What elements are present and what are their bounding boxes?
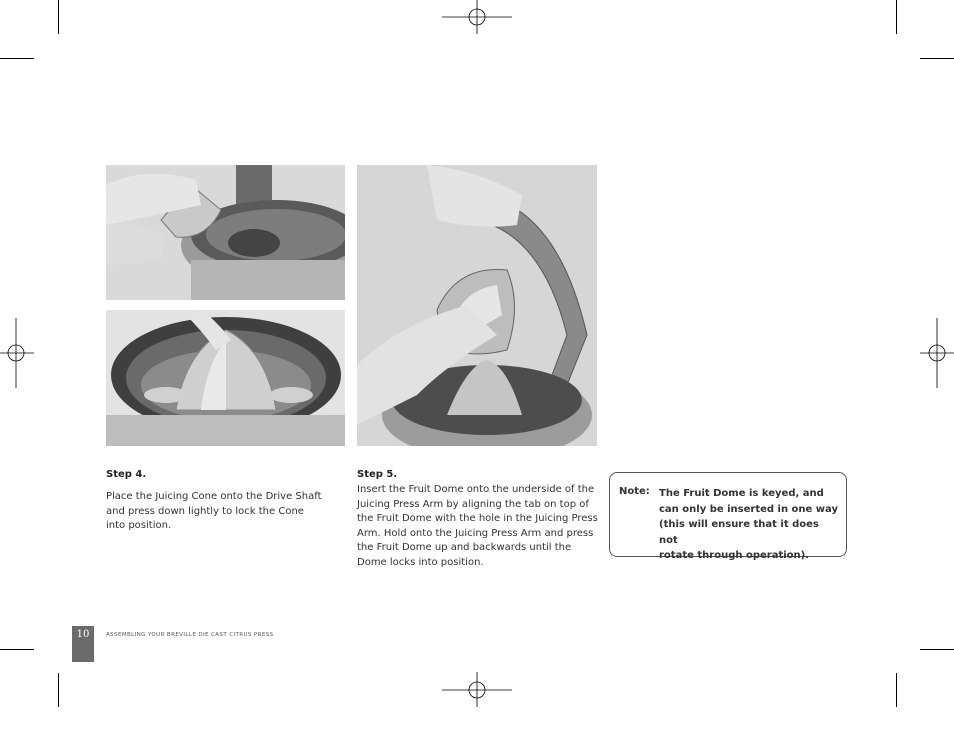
crop-mark (896, 0, 897, 34)
crop-mark (0, 649, 34, 650)
crop-mark (920, 649, 954, 650)
step-5-line: Insert the Fruit Dome onto the underside of the (357, 484, 595, 495)
step-5-line: Dome locks into position. (357, 556, 484, 568)
step-5-body (357, 483, 602, 570)
page-number: 10 (76, 629, 90, 640)
crop-mark (920, 58, 954, 59)
step-5-line: Juicing Press Arm by aligning the tab on top of (357, 498, 589, 510)
registration-mark-bottom (442, 672, 512, 742)
step-5-heading: Step 5. (357, 469, 398, 480)
photo-inserting-fruit-dome (357, 165, 597, 446)
registration-mark-right (904, 318, 954, 388)
note-line: rotate through operation). (659, 550, 810, 561)
step-4-line: and press down lightly to lock the Cone (106, 505, 304, 517)
photo-juicing-cone-closeup (106, 310, 345, 446)
note-text (659, 486, 841, 564)
step-4-line: Place the Juicing Cone onto the Drive Shaft (106, 491, 322, 502)
registration-mark-top (442, 0, 512, 70)
note-line: (this will ensure that it does not (659, 519, 819, 546)
note-label: Note: (619, 486, 650, 497)
step-5-line: Arm. Hold onto the Juicing Press Arm and press (357, 527, 594, 539)
note-line: can only be inserted in one way (659, 503, 839, 515)
crop-mark (896, 673, 897, 707)
step-4-line: into position. (106, 520, 172, 531)
step-4-body (106, 490, 336, 534)
note-box (609, 472, 847, 561)
footer-section-title: ASSEMBLING YOUR BREVILLE DIE CAST CITRUS PRESS (106, 632, 274, 638)
page-number-tab (72, 626, 94, 662)
note-line: The Fruit Dome is keyed, and (659, 488, 824, 499)
crop-mark (58, 673, 59, 707)
photo-placing-juicing-cone (106, 165, 345, 300)
registration-mark-left (0, 318, 70, 388)
step-4-heading: Step 4. (106, 469, 147, 480)
step-5-line: the Fruit Dome with the hole in the Juicing Press (357, 513, 598, 524)
step-5-line: the Fruit Dome up and backwards until the (357, 542, 572, 553)
crop-mark (58, 0, 59, 34)
crop-mark (0, 58, 34, 59)
